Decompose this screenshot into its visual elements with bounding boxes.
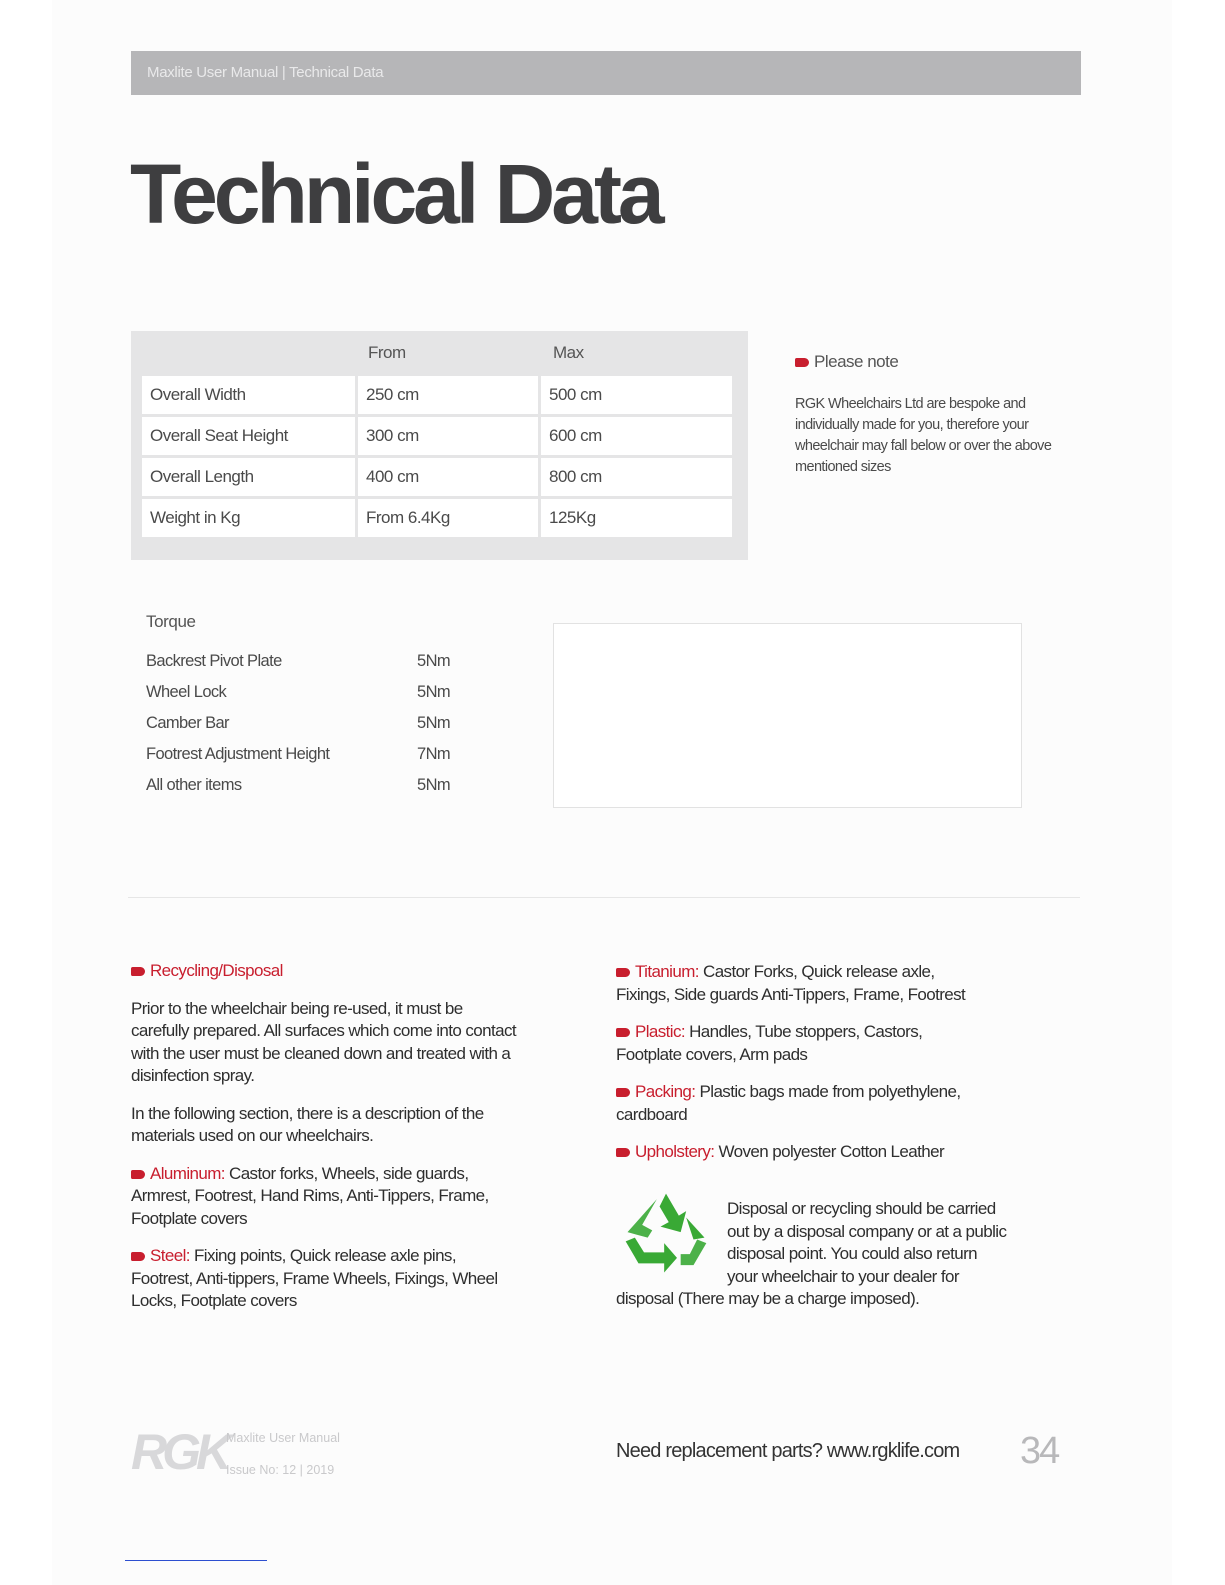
page-title: Technical Data xyxy=(130,147,661,241)
table-row xyxy=(141,416,734,457)
disposal-line: your wheelchair to your dealer for xyxy=(727,1266,959,1286)
bullet-marker-icon xyxy=(131,1170,145,1179)
note-heading xyxy=(795,352,1055,372)
material-text: Woven polyester Cotton Leather xyxy=(714,1142,945,1161)
material-upholstery xyxy=(616,1141,986,1164)
material-name: Packing: xyxy=(635,1082,696,1101)
note-body: RGK Wheelchairs Ltd are bespoke and individually made for you, therefore your wheelchair may fall below or over the above mentioned sizes xyxy=(795,396,1052,475)
spec-label: Overall Width xyxy=(141,375,357,416)
torque-value: 5Nm xyxy=(417,714,451,732)
bullet-marker-icon xyxy=(795,358,809,367)
material-name: Upholstery: xyxy=(635,1142,715,1161)
spec-label: Overall Seat Height xyxy=(141,416,357,457)
material-name: Steel: xyxy=(150,1246,190,1265)
spec-table-panel xyxy=(131,331,748,560)
column-header-max: Max xyxy=(553,343,584,362)
spec-max: 125Kg xyxy=(540,498,734,539)
material-name: Aluminum: xyxy=(150,1163,225,1183)
rgk-logo: RGK xyxy=(131,1424,228,1480)
recycling-left-column xyxy=(131,960,521,1328)
bullet-marker-icon xyxy=(616,968,630,977)
disposal-text xyxy=(616,1198,1036,1311)
recycling-heading-text: Recycling/Disposal xyxy=(150,961,283,980)
blank-image-box xyxy=(553,623,1022,808)
material-text: Castor Forks, Quick release axle, Fixings, Side guards Anti-Tippers, Frame, Footrest xyxy=(616,962,966,1004)
note-heading-text: Please note xyxy=(814,352,899,371)
list-item xyxy=(146,714,466,745)
spec-from: From 6.4Kg xyxy=(357,498,540,539)
spec-from: 400 cm xyxy=(357,457,540,498)
material-name: Plastic: xyxy=(635,1022,685,1041)
list-item xyxy=(146,745,466,776)
torque-label: All other items xyxy=(146,776,242,794)
table-row xyxy=(141,375,734,416)
material-name: Titanium: xyxy=(635,962,699,981)
torque-title: Torque xyxy=(146,612,196,631)
torque-label: Wheel Lock xyxy=(146,683,227,701)
bullet-marker-icon xyxy=(131,1252,145,1261)
torque-label: Footrest Adjustment Height xyxy=(146,745,330,763)
material-text: Fixing points, Quick release axle pins, Footrest, Anti-tippers, Frame Wheels, Fixings, Wheel Locks, Footplate covers xyxy=(131,1246,498,1310)
bullet-marker-icon xyxy=(131,967,145,976)
column-header-from: From xyxy=(368,343,406,362)
material-aluminum xyxy=(131,1163,521,1231)
material-text: Castor forks, Wheels, side guards, Armrest, Footrest, Hand Rims, Anti-Tippers, Frame, Footplate covers xyxy=(131,1163,489,1228)
disposal-line: out by a disposal company or at a public xyxy=(727,1221,1007,1241)
disposal-line: disposal point. You could also return xyxy=(727,1244,977,1263)
page-number: 34 xyxy=(1020,1430,1059,1472)
material-packing xyxy=(616,1081,986,1126)
material-steel xyxy=(131,1245,521,1313)
spec-from: 250 cm xyxy=(357,375,540,416)
list-item xyxy=(146,776,466,807)
spec-label: Weight in Kg xyxy=(141,498,357,539)
material-plastic xyxy=(616,1021,986,1066)
bullet-marker-icon xyxy=(616,1148,630,1157)
material-titanium xyxy=(616,961,986,1006)
spec-table xyxy=(139,373,735,540)
torque-list xyxy=(146,652,466,807)
torque-label: Backrest Pivot Plate xyxy=(146,652,282,670)
link-underline xyxy=(125,1560,267,1561)
footer-manual-title: Maxlite User Manual xyxy=(226,1431,340,1445)
disposal-line: disposal (There may be a charge imposed). xyxy=(616,1289,920,1308)
bullet-marker-icon xyxy=(616,1088,630,1097)
spec-max: 600 cm xyxy=(540,416,734,457)
list-item xyxy=(146,652,466,683)
spec-max: 800 cm xyxy=(540,457,734,498)
material-text: Plastic bags made from polyethylene, cardboard xyxy=(616,1082,961,1124)
table-row xyxy=(141,457,734,498)
torque-value: 5Nm xyxy=(417,776,451,794)
table-row xyxy=(141,498,734,539)
spec-label: Overall Length xyxy=(141,457,357,498)
recycling-heading xyxy=(131,960,521,983)
recycling-para-1: Prior to the wheelchair being re-used, it must be carefully prepared. All surfaces which come into contact with the user must be cleaned down and treated with a disinfection spray. xyxy=(131,998,516,1085)
list-item xyxy=(146,683,466,714)
disposal-line: Disposal or recycling should be carried xyxy=(727,1199,996,1218)
torque-value: 5Nm xyxy=(417,652,451,670)
torque-value: 5Nm xyxy=(417,683,451,701)
material-text: Handles, Tube stoppers, Castors, Footplate covers, Arm pads xyxy=(616,1022,923,1064)
bullet-marker-icon xyxy=(616,1028,630,1037)
please-note xyxy=(795,352,1055,478)
footer-issue: Issue No: 12 | 2019 xyxy=(226,1463,335,1477)
torque-value: 7Nm xyxy=(417,745,451,763)
torque-label: Camber Bar xyxy=(146,714,229,732)
header-text: Maxlite User Manual | Technical Data xyxy=(147,64,384,81)
spec-max: 500 cm xyxy=(540,375,734,416)
recycling-right-column xyxy=(616,961,986,1179)
section-divider xyxy=(128,897,1080,898)
footer-replacement-parts[interactable]: Need replacement parts? www.rgklife.com xyxy=(616,1440,960,1462)
spec-from: 300 cm xyxy=(357,416,540,457)
header-bar xyxy=(131,51,1081,95)
recycling-para-2: In the following section, there is a description of the materials used on our wheelchairs. xyxy=(131,1103,484,1145)
